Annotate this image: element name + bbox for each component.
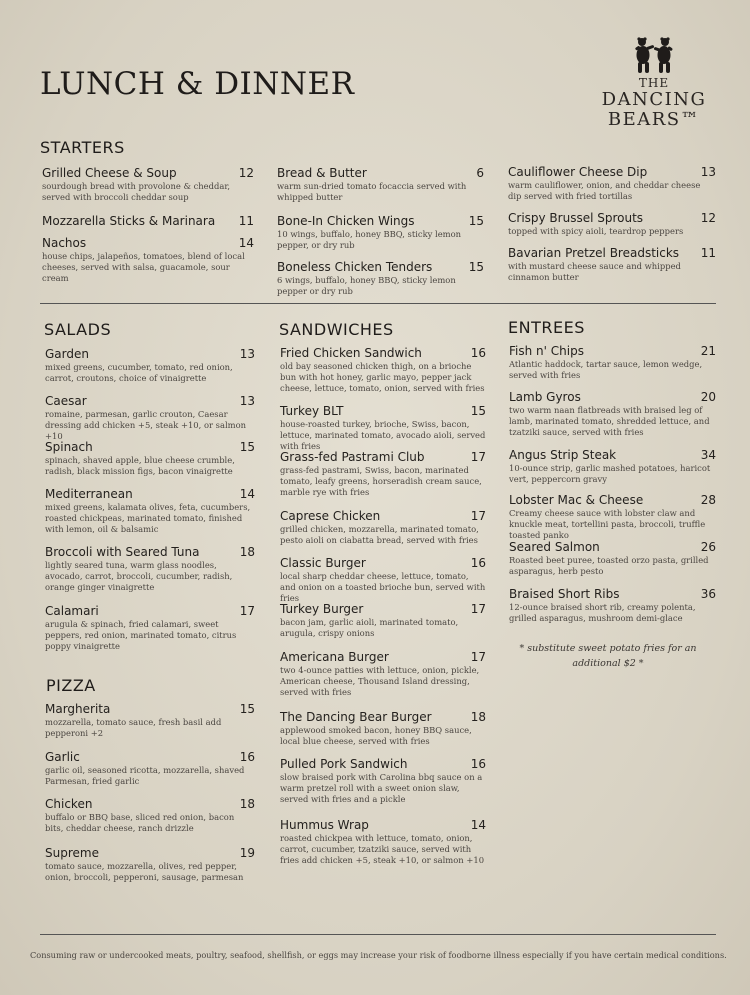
menu-item — [280, 404, 486, 452]
item-description: Roasted beet puree, toasted orzo pasta, grilled asparagus, herb pesto — [509, 555, 709, 576]
menu-item — [280, 710, 486, 747]
item-description: buffalo or BBQ base, sliced red onion, bacon bits, cheddar cheese, ranch drizzle — [45, 812, 235, 833]
item-price: 20 — [700, 390, 716, 404]
menu-item — [45, 797, 255, 834]
item-description: garlic oil, seasoned ricotta, mozzarella, shaved Parmesan, fried garlic — [45, 765, 245, 786]
item-description: topped with spicy aioli, teardrop peppers — [508, 226, 684, 236]
item-price: 15 — [239, 702, 255, 716]
menu-item — [45, 440, 255, 477]
menu-item — [509, 540, 716, 577]
item-name: Americana Burger — [280, 650, 389, 664]
item-name: Hummus Wrap — [280, 818, 369, 832]
item-name: Crispy Brussel Sprouts — [508, 211, 644, 225]
menu-item — [509, 493, 716, 541]
item-description: warm sun-dried tomato focaccia served with whipped butter — [277, 181, 467, 202]
menu-item — [280, 757, 486, 805]
menu-item — [280, 556, 486, 604]
dancing-bears-icon — [632, 36, 676, 76]
item-description: 10-ounce strip, garlic mashed potatoes, haricot vert, peppercorn gravy — [509, 463, 711, 484]
section-title-entrees: ENTREES — [508, 318, 585, 337]
item-name: Mozzarella Sticks & Marinara — [42, 214, 216, 228]
divider — [40, 934, 716, 935]
divider — [40, 303, 716, 304]
item-name: Turkey BLT — [280, 404, 344, 418]
menu-item — [509, 344, 716, 381]
item-name: Bavarian Pretzel Breadsticks — [508, 246, 680, 260]
menu-item — [509, 587, 716, 624]
item-description: old bay seasoned chicken thigh, on a brioche bun with hot honey, garlic mayo, pepper jack cheese, lettuce, tomato, onion, served with fries — [280, 361, 485, 393]
menu-item — [42, 236, 254, 284]
item-price: 6 — [476, 166, 484, 180]
item-description: tomato sauce, mozzarella, olives, red pepper, onion, broccoli, pepperoni, sausage, parmesan — [45, 861, 244, 882]
item-description: romaine, parmesan, garlic crouton, Caesar dressing add chicken +5, steak +10, or salmon +10 — [45, 409, 247, 441]
item-description: lightly seared tuna, warm glass noodles, avocado, carrot, broccoli, cucumber, radish, orange ginger vinaigrette — [45, 560, 233, 592]
item-name: Fish n' Chips — [509, 344, 584, 358]
item-price: 26 — [700, 540, 716, 554]
item-description: grilled chicken, mozzarella, marinated tomato, pesto aioli on ciabatta bread, served with fries — [280, 524, 479, 545]
item-price: 13 — [700, 165, 716, 179]
item-name: Classic Burger — [280, 556, 366, 570]
item-name: The Dancing Bear Burger — [280, 710, 432, 724]
item-price: 15 — [470, 404, 486, 418]
item-name: Bread & Butter — [277, 166, 367, 180]
item-price: 15 — [468, 214, 484, 228]
logo-the: THE — [638, 76, 670, 90]
menu-item — [45, 750, 255, 787]
item-price: 18 — [239, 797, 255, 811]
item-price: 14 — [239, 487, 255, 501]
item-description: mixed greens, kalamata olives, feta, cucumbers, roasted chickpeas, marinated tomato, finished with lemon, oil & balsamic — [45, 502, 251, 534]
item-description: 12-ounce braised short rib, creamy polenta, grilled asparagus, mushroom demi-glace — [509, 602, 696, 623]
item-price: 34 — [700, 448, 716, 462]
item-price: 15 — [468, 260, 484, 274]
menu-item — [45, 347, 255, 384]
item-price: 12 — [700, 211, 716, 225]
item-description: mozzarella, tomato sauce, fresh basil add pepperoni +2 — [45, 717, 222, 738]
menu-item — [509, 390, 716, 438]
menu-item — [280, 450, 486, 498]
item-name: Seared Salmon — [509, 540, 600, 554]
item-price: 13 — [239, 394, 255, 408]
item-name: Lamb Gyros — [509, 390, 581, 404]
item-price: 11 — [238, 214, 254, 228]
menu-item — [280, 650, 486, 698]
item-price: 16 — [470, 346, 486, 360]
item-description: bacon jam, garlic aioli, marinated tomato, arugula, crispy onions — [280, 617, 459, 638]
item-description: two warm naan flatbreads with braised leg of lamb, marinated tomato, shredded lettuce, and tzatziki sauce, served with fries — [509, 405, 710, 437]
menu-item — [280, 509, 486, 546]
item-price: 15 — [239, 440, 255, 454]
item-price: 16 — [470, 757, 486, 771]
logo-dancing: DANCING — [601, 89, 707, 110]
item-description: slow braised pork with Carolina bbq sauce on a warm pretzel roll with a sweet onion slaw, served with fries and a pickle — [280, 772, 483, 804]
item-name: Cauliflower Cheese Dip — [508, 165, 648, 179]
item-name: Calamari — [45, 604, 99, 618]
logo — [594, 36, 714, 130]
item-name: Garlic — [45, 750, 80, 764]
item-description: roasted chickpea with lettuce, tomato, onion, carrot, cucumber, tzatziki sauce, served with fries add chicken +5, steak +10, or salmon +10 — [280, 833, 485, 865]
item-price: 17 — [239, 604, 255, 618]
menu-item — [280, 346, 486, 394]
item-price: 16 — [470, 556, 486, 570]
item-name: Pulled Pork Sandwich — [280, 757, 408, 771]
item-description: two 4-ounce patties with lettuce, onion, pickle, American cheese, Thousand Island dressing, served with fries — [280, 665, 480, 697]
item-price: 19 — [239, 846, 255, 860]
item-price: 13 — [239, 347, 255, 361]
item-name: Angus Strip Steak — [509, 448, 617, 462]
item-description: arugula & spinach, fried calamari, sweet peppers, red onion, marinated tomato, citrus poppy vinaigrette — [45, 619, 237, 651]
item-price: 28 — [700, 493, 716, 507]
menu-item — [45, 394, 255, 442]
item-price: 36 — [700, 587, 716, 601]
item-price: 14 — [470, 818, 486, 832]
item-description: house chips, jalapeños, tomatoes, blend of local cheeses, served with salsa, guacamole, sour cream — [42, 251, 245, 283]
menu-item — [45, 846, 255, 883]
item-name: Grass-fed Pastrami Club — [280, 450, 425, 464]
menu-item — [42, 214, 254, 228]
menu-item — [277, 214, 484, 251]
item-description: applewood smoked bacon, honey BBQ sauce, local blue cheese, served with fries — [280, 725, 472, 746]
menu-item — [277, 260, 484, 297]
item-description: warm cauliflower, onion, and cheddar cheese dip served with fried tortillas — [508, 180, 701, 201]
item-name: Chicken — [45, 797, 93, 811]
menu-item — [508, 211, 716, 237]
item-description: sourdough bread with provolone & cheddar, served with broccoli cheddar soup — [42, 181, 231, 202]
item-price: 18 — [470, 710, 486, 724]
menu-item — [277, 166, 484, 203]
item-description: with mustard cheese sauce and whipped cinnamon butter — [508, 261, 681, 282]
item-name: Bone-In Chicken Wings — [277, 214, 415, 228]
item-name: Garden — [45, 347, 89, 361]
item-description: Atlantic haddock, tartar sauce, lemon wedge, served with fries — [509, 359, 703, 380]
item-description: 6 wings, buffalo, honey BBQ, sticky lemon pepper or dry rub — [277, 275, 456, 296]
food-safety-disclaimer: Consuming raw or undercooked meats, poultry, seafood, shellfish, or eggs may increase your risk of foodborne illness especially if you have certain medical conditions. — [30, 950, 727, 960]
item-name: Grilled Cheese & Soup — [42, 166, 177, 180]
menu-item — [280, 602, 486, 639]
menu-item — [45, 487, 255, 535]
item-description: house-roasted turkey, brioche, Swiss, bacon, lettuce, marinated tomato, avocado aioli, served with fries — [280, 419, 486, 451]
item-price: 12 — [238, 166, 254, 180]
item-name: Braised Short Ribs — [509, 587, 620, 601]
item-price: 18 — [239, 545, 255, 559]
item-name: Lobster Mac & Cheese — [509, 493, 644, 507]
item-price: 17 — [470, 602, 486, 616]
menu-item — [508, 165, 716, 202]
menu-item — [45, 545, 255, 593]
item-description: local sharp cheddar cheese, lettuce, tomato, and onion on a toasted brioche bun, served with fries — [280, 571, 486, 603]
item-name: Turkey Burger — [280, 602, 364, 616]
section-title-salads: SALADS — [44, 320, 112, 339]
menu-item — [45, 604, 255, 652]
item-name: Broccoli with Seared Tuna — [45, 545, 200, 559]
item-price: 17 — [470, 450, 486, 464]
section-title-sandwiches: SANDWICHES — [279, 320, 394, 339]
menu-item — [42, 166, 254, 203]
menu-item — [509, 448, 716, 485]
item-price: 21 — [700, 344, 716, 358]
menu-item — [508, 246, 716, 283]
item-price: 17 — [470, 509, 486, 523]
item-description: 10 wings, buffalo, honey BBQ, sticky lemon pepper, or dry rub — [277, 229, 462, 250]
item-description: mixed greens, cucumber, tomato, red onion, carrot, croutons, choice of vinaigrette — [45, 362, 233, 383]
item-name: Supreme — [45, 846, 99, 860]
menu-item — [280, 818, 486, 866]
item-name: Margherita — [45, 702, 111, 716]
item-name: Caprese Chicken — [280, 509, 381, 523]
logo-bears: BEARS™ — [607, 109, 701, 130]
item-price: 17 — [470, 650, 486, 664]
item-name: Mediterranean — [45, 487, 133, 501]
section-title-pizza: PIZZA — [46, 676, 96, 695]
item-name: Nachos — [42, 236, 87, 250]
item-name: Boneless Chicken Tenders — [277, 260, 433, 274]
item-name: Spinach — [45, 440, 93, 454]
item-price: 11 — [700, 246, 716, 260]
section-title-starters: STARTERS — [40, 138, 125, 157]
menu-item — [45, 702, 255, 739]
item-price: 16 — [239, 750, 255, 764]
item-name: Caesar — [45, 394, 87, 408]
item-name: Fried Chicken Sandwich — [280, 346, 422, 360]
item-description: spinach, shaved apple, blue cheese crumble, radish, black mission figs, bacon vinaigrette — [45, 455, 235, 476]
page-title: LUNCH & DINNER — [40, 66, 355, 102]
item-price: 14 — [238, 236, 254, 250]
fries-substitution-note: * substitute sweet potato fries for an additional $2 * — [519, 643, 697, 669]
item-description: grass-fed pastrami, Swiss, bacon, marinated tomato, leafy greens, horseradish cream sauce, marble rye with fries — [280, 465, 482, 497]
item-description: Creamy cheese sauce with lobster claw and knuckle meat, tortellini pasta, broccoli, truffle toasted panko — [509, 508, 706, 540]
